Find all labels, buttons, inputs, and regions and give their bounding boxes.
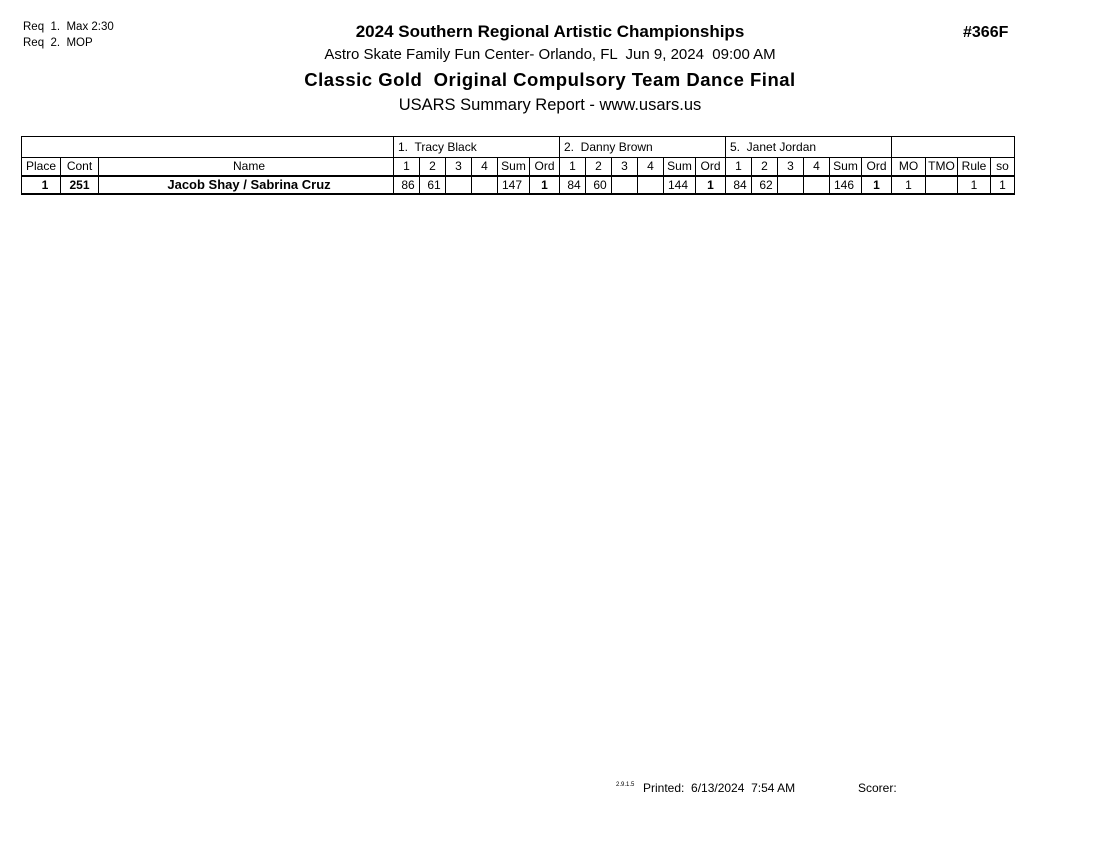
header-j3-ord: Ord: [862, 158, 892, 176]
cell-j3-s1: 84: [726, 176, 752, 194]
header-tmo: TMO: [926, 158, 958, 176]
cell-j1-s4: [472, 176, 498, 194]
header-j1-sum: Sum: [498, 158, 530, 176]
results-table: [21, 136, 1015, 195]
cell-j2-s4: [638, 176, 664, 194]
cell-j2-ord: 1: [696, 176, 726, 194]
header-j1-3: 3: [446, 158, 472, 176]
header-j3-4: 4: [804, 158, 830, 176]
header-j1-2: 2: [420, 158, 446, 176]
cell-j1-s2: 61: [420, 176, 446, 194]
judge-row-right-spacer: [892, 137, 1015, 158]
cell-j2-sum: 144: [664, 176, 696, 194]
header-mo: MO: [892, 158, 926, 176]
cell-j1-ord: 1: [530, 176, 560, 194]
header-name: Name: [99, 158, 394, 176]
header-j3-2: 2: [752, 158, 778, 176]
column-header-row: [22, 158, 1015, 176]
header-j2-3: 3: [612, 158, 638, 176]
header-j2-sum: Sum: [664, 158, 696, 176]
cell-j2-s2: 60: [586, 176, 612, 194]
judge-header-row: [22, 137, 1015, 158]
cell-skater-name: Jacob Shay / Sabrina Cruz: [99, 176, 394, 194]
judge-row-left-spacer: [22, 137, 394, 158]
cell-tmo: [926, 176, 958, 194]
printed-timestamp: Printed: 6/13/2024 7:54 AM: [643, 781, 796, 795]
requirement-2: Req 2. MOP: [23, 37, 93, 49]
header-place: Place: [22, 158, 61, 176]
judge-2-name: 2. Danny Brown: [560, 137, 726, 158]
header-so: so: [991, 158, 1015, 176]
event-number: #366F: [963, 24, 1009, 41]
cell-j2-s1: 84: [560, 176, 586, 194]
cell-j3-s4: [804, 176, 830, 194]
cell-j1-sum: 147: [498, 176, 530, 194]
cell-j3-sum: 146: [830, 176, 862, 194]
header-j3-3: 3: [778, 158, 804, 176]
header-j3-sum: Sum: [830, 158, 862, 176]
header-j2-1: 1: [560, 158, 586, 176]
requirement-1: Req 1. Max 2:30: [23, 21, 114, 33]
header-j2-4: 4: [638, 158, 664, 176]
header-rule: Rule: [958, 158, 991, 176]
cell-place: 1: [22, 176, 61, 194]
cell-cont: 251: [61, 176, 99, 194]
header-cont: Cont: [61, 158, 99, 176]
cell-so: 1: [991, 176, 1015, 194]
cell-j2-s3: [612, 176, 638, 194]
cell-j3-s2: 62: [752, 176, 778, 194]
header-j2-ord: Ord: [696, 158, 726, 176]
cell-j3-s3: [778, 176, 804, 194]
cell-rule: 1: [958, 176, 991, 194]
championship-title: 2024 Southern Regional Artistic Championships: [355, 22, 745, 41]
cell-j3-ord: 1: [862, 176, 892, 194]
event-title: Classic Gold Original Compulsory Team Dance Final: [304, 69, 796, 90]
cell-mo: 1: [892, 176, 926, 194]
software-version: 2.9.1.5: [616, 782, 635, 788]
header-j2-2: 2: [586, 158, 612, 176]
report-type-line: USARS Summary Report - www.usars.us: [398, 96, 702, 114]
cell-j1-s3: [446, 176, 472, 194]
judge-1-name: 1. Tracy Black: [394, 137, 560, 158]
header-j3-1: 1: [726, 158, 752, 176]
cell-j1-s1: 86: [394, 176, 420, 194]
header-j1-4: 4: [472, 158, 498, 176]
venue-date-line: Astro Skate Family Fun Center- Orlando, FL Jun 9, 2024 09:00 AM: [324, 46, 776, 63]
result-row: [22, 176, 1015, 194]
scorer-label: Scorer:: [858, 781, 897, 795]
report-header: [0, 22, 1100, 115]
header-j1-1: 1: [394, 158, 420, 176]
judge-3-name: 5. Janet Jordan: [726, 137, 892, 158]
header-j1-ord: Ord: [530, 158, 560, 176]
